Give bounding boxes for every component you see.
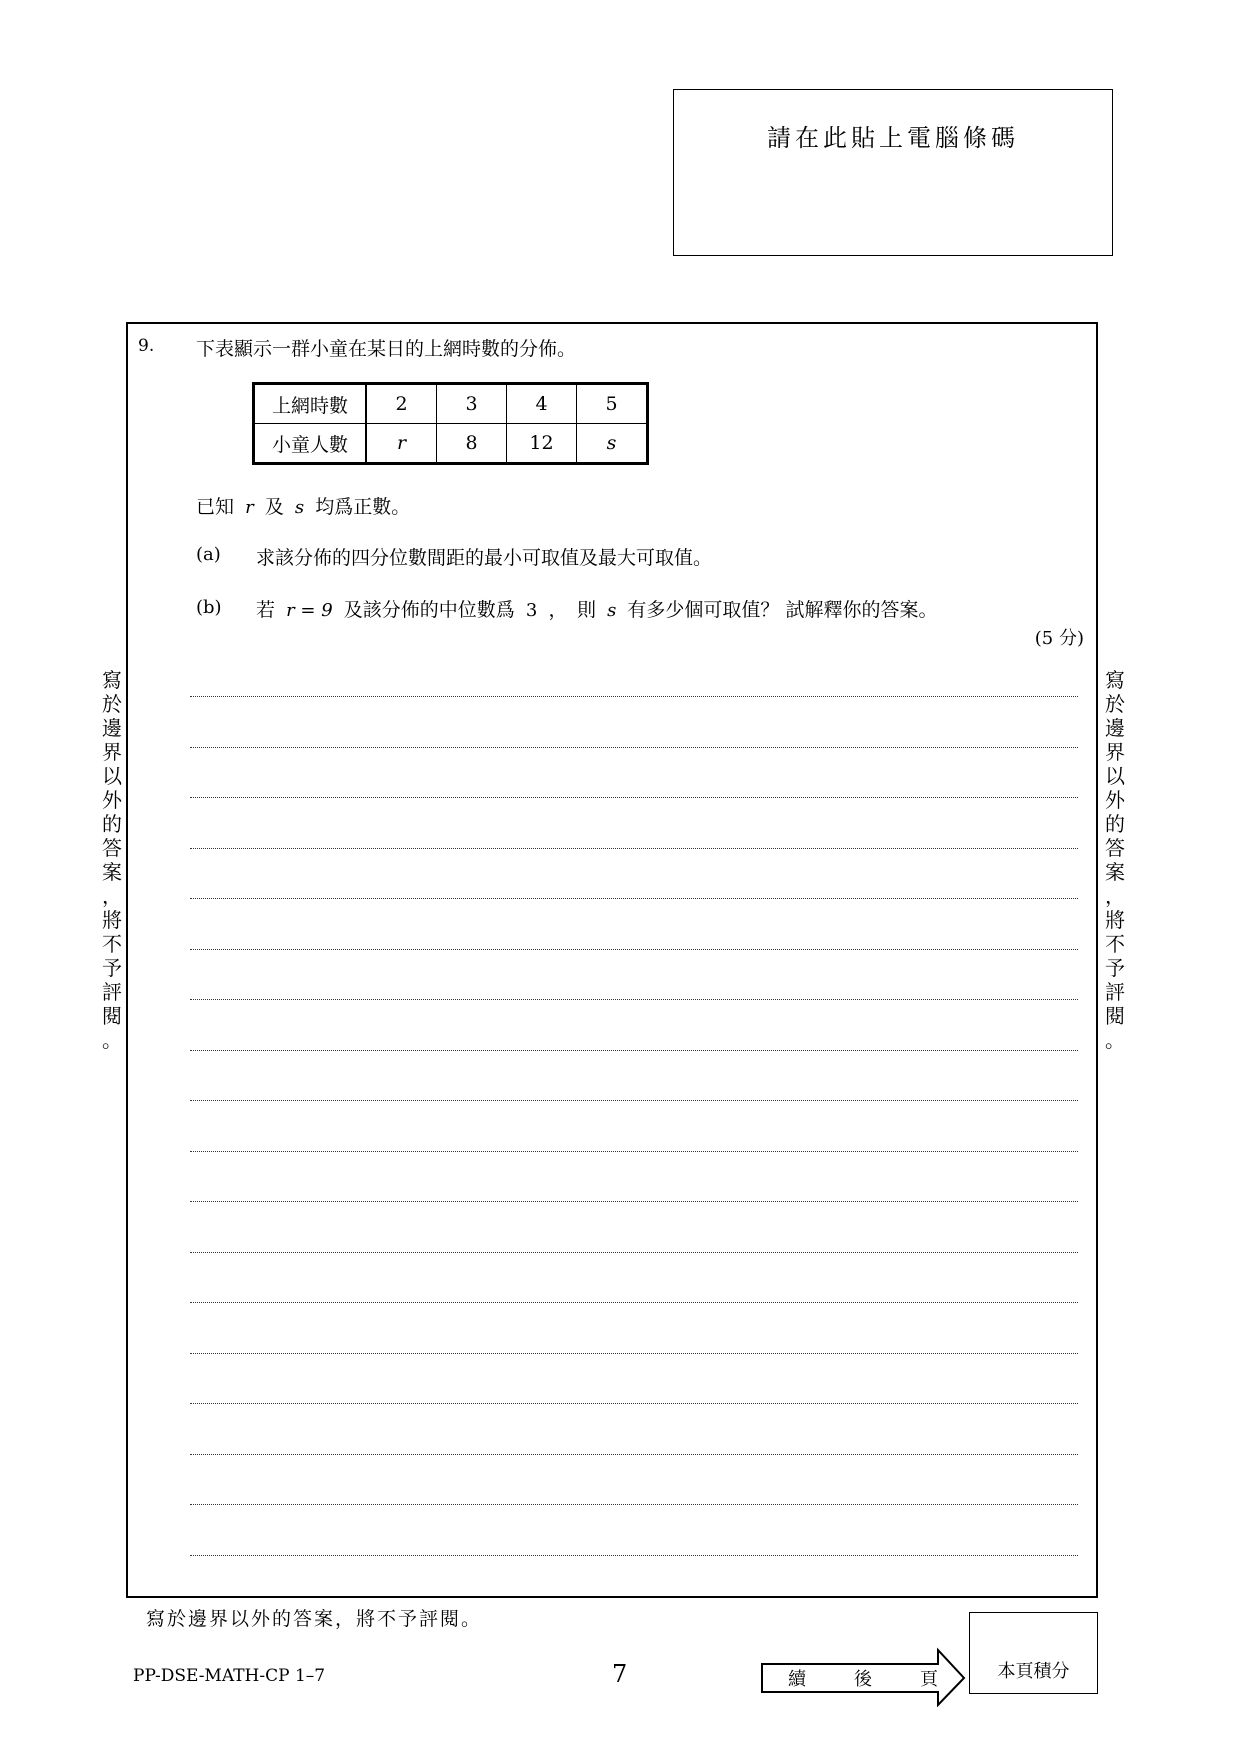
page-number: 7 (612, 1660, 628, 1688)
page-score-label: 本頁積分 (997, 1661, 1070, 1682)
table-cell: 3 (437, 384, 507, 424)
answer-line (190, 1454, 1078, 1455)
answer-line (190, 1302, 1078, 1303)
side-note-char: 的 (1105, 812, 1125, 836)
side-note-right (1103, 668, 1127, 1052)
part-a-label: (a) (196, 544, 221, 565)
answer-line (190, 1050, 1078, 1051)
side-note-char: 界 (102, 740, 122, 764)
side-note-char: 案 (1105, 860, 1125, 884)
part-a-text: 求該分佈的四分位數間距的最小可取值及最大可取值。 (256, 547, 713, 569)
side-note-char: 界 (1105, 740, 1125, 764)
barcode-label: 請在此貼上電腦條碼 (767, 124, 1019, 152)
side-note-char: 邊 (102, 716, 122, 740)
given-statement: 已知 r 及 s 均爲正數。 (196, 496, 411, 518)
paper-code: PP-DSE-MATH-CP 1–7 (133, 1666, 326, 1686)
side-note-char: 答 (1105, 836, 1125, 860)
side-note-char: 以 (1105, 764, 1125, 788)
part-b-text: 若 r = 9 及該分佈的中位數爲 3 ， 則 s 有多少個可取值？ 試解釋你的答案。 (256, 599, 938, 621)
side-note-char: 寫 (1105, 668, 1125, 692)
side-note-char: 將 (102, 908, 122, 932)
answer-line (190, 1252, 1078, 1253)
side-note-char: 不 (102, 932, 122, 956)
side-note-char: 評 (1105, 980, 1125, 1004)
table-cell: 5 (577, 384, 648, 424)
marks-label: (5 分) (1034, 628, 1084, 649)
question-number: 9. (138, 336, 155, 356)
table-cell: r (366, 424, 437, 464)
side-note-char: 於 (1105, 692, 1125, 716)
answer-line (190, 696, 1078, 697)
side-note-char: 外 (102, 788, 122, 812)
answer-line (190, 1504, 1078, 1505)
table-row (254, 424, 648, 464)
answer-line (190, 898, 1078, 899)
answer-line (190, 1151, 1078, 1152)
answer-line (190, 1353, 1078, 1354)
table-cell: 12 (507, 424, 577, 464)
table-header-children: 小童人數 (254, 424, 367, 464)
table-header-hours: 上網時數 (254, 384, 367, 424)
side-note-char: 以 (102, 764, 122, 788)
table-cell: s (577, 424, 648, 464)
side-note-char: 。 (102, 1028, 122, 1052)
answer-line (190, 949, 1078, 950)
continue-arrow (758, 1647, 968, 1707)
side-note-char: 答 (102, 836, 122, 860)
side-note-char: 予 (102, 956, 122, 980)
answer-line (190, 797, 1078, 798)
table-cell: 4 (507, 384, 577, 424)
answer-line (190, 747, 1078, 748)
side-note-char: 予 (1105, 956, 1125, 980)
barcode-sticker-box (673, 89, 1113, 256)
side-note-char: 評 (102, 980, 122, 1004)
answer-line (190, 1555, 1078, 1556)
table-cell: 8 (437, 424, 507, 464)
answer-line (190, 999, 1078, 1000)
side-note-char: 案 (102, 860, 122, 884)
answer-line (190, 1100, 1078, 1101)
table-cell: 2 (366, 384, 437, 424)
side-note-char: 不 (1105, 932, 1125, 956)
side-note-char: ， (102, 884, 122, 908)
side-note-left (100, 668, 124, 1052)
answer-line (190, 1201, 1078, 1202)
side-note-char: 外 (1105, 788, 1125, 812)
bottom-note: 寫於邊界以外的答案，將不予評閱。 (146, 1608, 483, 1630)
side-note-char: 寫 (102, 668, 122, 692)
side-note-char: 閱 (102, 1004, 122, 1028)
question-stem: 下表顯示一群小童在某日的上網時數的分佈。 (196, 338, 577, 360)
part-b-label: (b) (196, 597, 222, 618)
page-score-box (969, 1612, 1098, 1694)
side-note-char: 。 (1105, 1028, 1125, 1052)
side-note-char: 閱 (1105, 1004, 1125, 1028)
side-note-char: ， (1105, 884, 1125, 908)
side-note-char: 將 (1105, 908, 1125, 932)
answer-line (190, 848, 1078, 849)
continue-char: 後 (854, 1669, 872, 1690)
continue-char: 頁 (920, 1669, 938, 1690)
side-note-char: 邊 (1105, 716, 1125, 740)
table-row (254, 384, 648, 424)
side-note-char: 於 (102, 692, 122, 716)
distribution-table (252, 382, 649, 465)
continue-char: 續 (788, 1669, 806, 1690)
answer-line (190, 1403, 1078, 1404)
side-note-char: 的 (102, 812, 122, 836)
